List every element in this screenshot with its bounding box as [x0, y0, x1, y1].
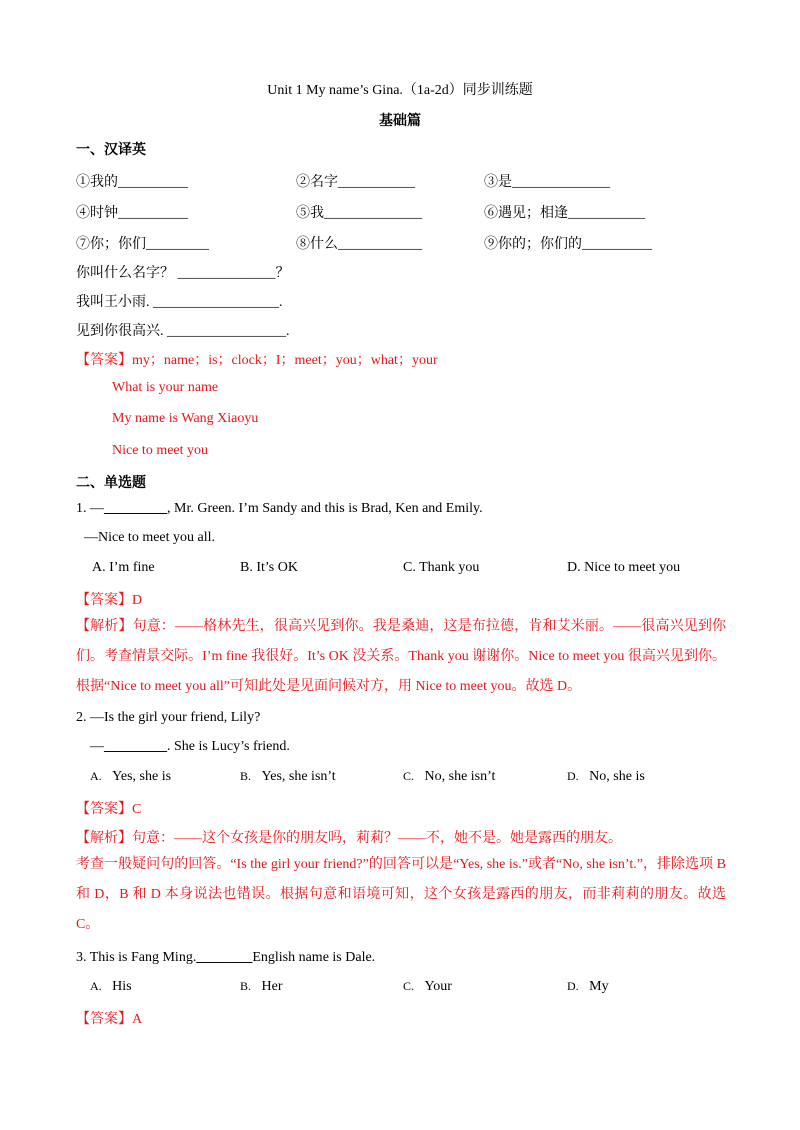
question-2-reply: —_________. She is Lucy’s friend.: [90, 739, 290, 754]
page-title: Unit 1 My name’s Gina.（1a-2d）同步训练题: [267, 83, 533, 98]
q1-option-b[interactable]: B. It’s OK: [240, 560, 298, 575]
question-1-reply: —Nice to meet you all.: [84, 530, 216, 545]
q3-option-d[interactable]: D. My: [567, 979, 609, 994]
page-subtitle: 基础篇: [379, 114, 421, 129]
answer-blank[interactable]: _________: [104, 739, 167, 754]
vocab-item: ②名字___________: [296, 175, 415, 190]
q2-analysis: 考查一般疑问句的回答。“Is the girl your friend?”的回答可以是“Yes, she is.”或者“No, she isn’t.”，排除选项 B 和 D，B 和 D 本身说法也错误。根据句意和语境可知，这个女孩是露西的朋友，而非莉莉的朋友。故选 C。: [76, 857, 726, 932]
answer-blank[interactable]: _________________: [167, 324, 286, 339]
answer-blank[interactable]: ______________: [177, 266, 276, 281]
answer-line: What is your name: [112, 380, 219, 395]
answer-blank[interactable]: ________: [196, 950, 253, 965]
answer-blank[interactable]: ___________: [338, 175, 415, 190]
q2-option-a[interactable]: A. Yes, she is: [90, 769, 172, 784]
q1-option-c[interactable]: C. Thank you: [403, 560, 480, 575]
answer-blank[interactable]: __________: [118, 175, 188, 190]
q3-answer: 【答案】A: [76, 1012, 143, 1027]
question-3-stem: 3. This is Fang Ming.________English name is Dale.: [76, 950, 376, 965]
vocab-item: ⑨你的；你们的__________: [484, 237, 652, 252]
answer-blank[interactable]: __________________: [153, 295, 279, 310]
vocab-item: ⑧什么____________: [296, 237, 422, 252]
answer-block: [76, 349, 438, 369]
q2-option-b[interactable]: B. Yes, she isn’t: [240, 769, 336, 784]
translation-sentence: 你叫什么名字？ ______________？: [76, 266, 290, 281]
vocab-item: ③是______________: [484, 175, 610, 190]
q3-option-b[interactable]: B. Her: [240, 979, 283, 994]
answer-label: 【答案】: [76, 353, 132, 368]
vocab-item: ⑦你；你们_________: [76, 237, 209, 252]
question-2-stem: 2. —Is the girl your friend, Lily?: [76, 710, 261, 725]
answer-line: Nice to meet you: [112, 443, 209, 458]
q2-option-c[interactable]: C. No, she isn’t: [403, 769, 496, 784]
vocab-item: ①我的__________: [76, 175, 188, 190]
answer-blank[interactable]: __________: [118, 206, 188, 221]
translation-sentence: 见到你很高兴. _________________.: [76, 324, 290, 339]
answer-blank[interactable]: ___________: [568, 206, 645, 221]
q2-answer: 【答案】C: [76, 802, 142, 817]
answer-blank[interactable]: __________: [582, 237, 652, 252]
q1-answer: 【答案】D: [76, 593, 143, 608]
q3-option-a[interactable]: A. His: [90, 979, 132, 994]
question-1-stem: 1. —_________, Mr. Green. I’m Sandy and this is Brad, Ken and Emily.: [76, 501, 483, 516]
q2-analysis-line: 【解析】句意：——这个女孩是你的朋友吗，莉莉？——不，她不是。她是露西的朋友。: [76, 831, 622, 846]
vocab-item: ⑥遇见；相逢___________: [484, 206, 645, 221]
q3-option-c[interactable]: C. Your: [403, 979, 452, 994]
section-heading-translation: 一、汉译英: [76, 143, 146, 158]
answer-blank[interactable]: ______________: [324, 206, 422, 221]
vocab-item: ⑤我______________: [296, 206, 422, 221]
section-heading-multiple-choice: 二、单选题: [76, 476, 146, 491]
answer-line: My name is Wang Xiaoyu: [112, 411, 259, 426]
q1-analysis: 【解析】句意：——格林先生，很高兴见到你。我是桑迪，这是布拉德，肯和艾米丽。——很高兴见到你们。考查情景交际。I’m fine 我很好。It’s OK 没关系。Thank you 谢谢你。Nice to meet you 很高兴见到你。根据“Nice to meet you all”可知此处是见面问候对方，用 Nice to meet you。故选 D。: [76, 619, 727, 694]
q1-option-d[interactable]: D. Nice to meet you: [567, 560, 681, 575]
answer-blank[interactable]: _________: [146, 237, 209, 252]
answer-blank[interactable]: ____________: [338, 237, 422, 252]
answer-blank[interactable]: _________: [104, 501, 167, 516]
q2-option-d[interactable]: D. No, she is: [567, 769, 645, 784]
answer-blank[interactable]: ______________: [512, 175, 610, 190]
q1-option-a[interactable]: A. I’m fine: [92, 560, 155, 575]
answer-text: my；name；is；clock；I；meet；you；what；your: [132, 353, 438, 368]
vocab-item: ④时钟__________: [76, 206, 188, 221]
translation-sentence: 我叫王小雨. __________________.: [76, 295, 283, 310]
